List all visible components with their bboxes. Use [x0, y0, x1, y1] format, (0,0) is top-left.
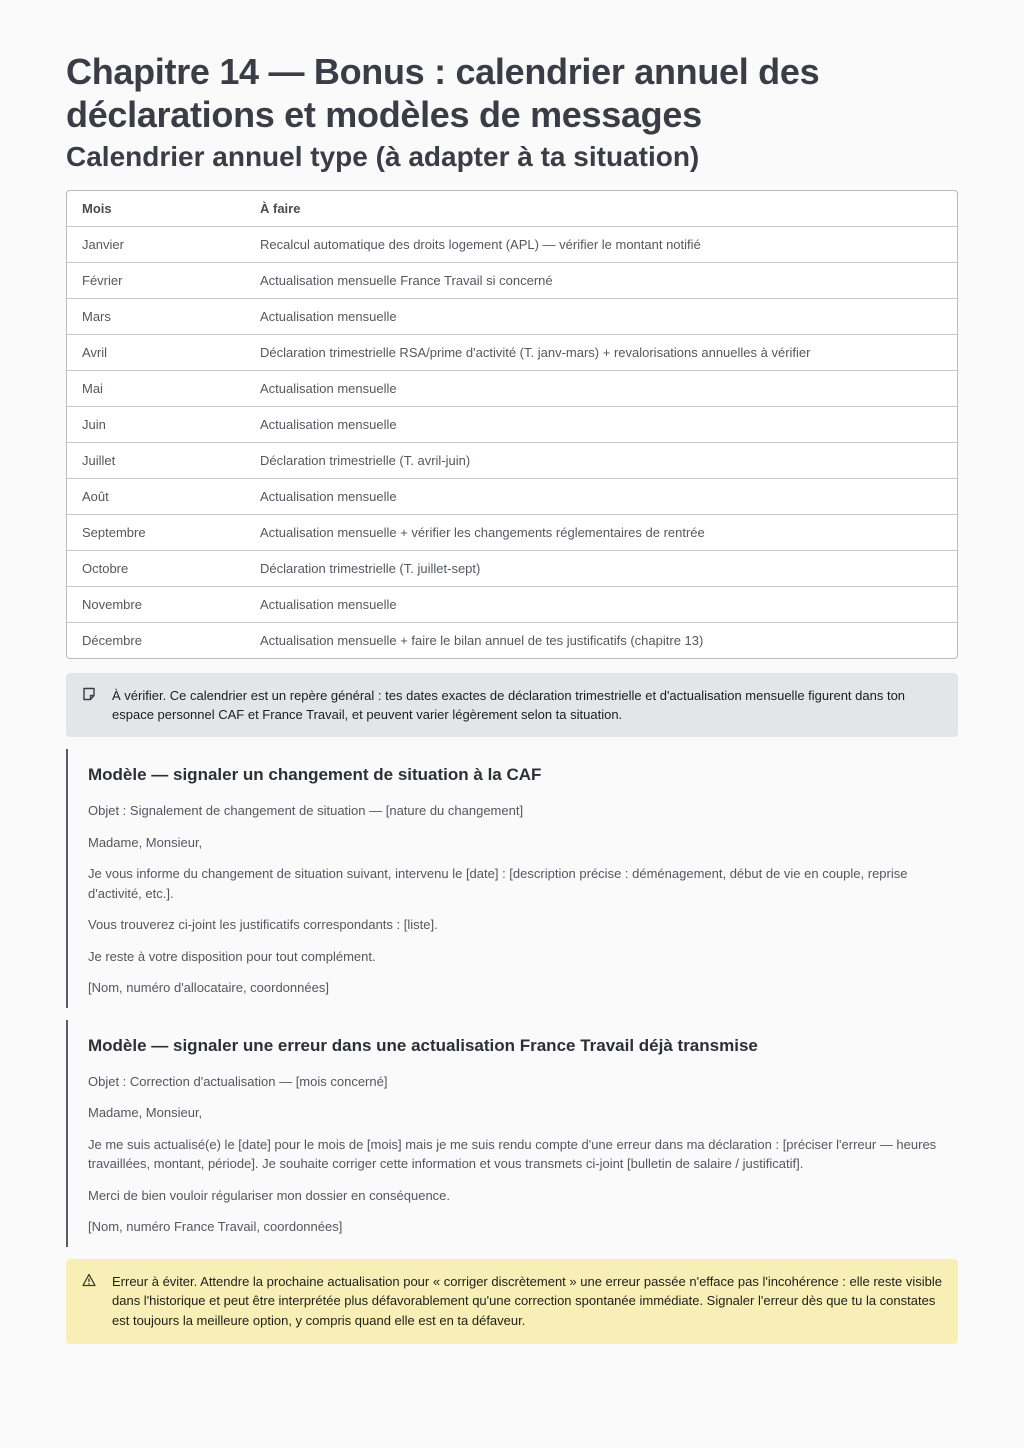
todo-cell: Déclaration trimestrielle (T. avril-juin) — [245, 443, 957, 479]
todo-cell: Recalcul automatique des droits logement (APL) — vérifier le montant notifié — [245, 227, 957, 263]
table-row — [67, 515, 957, 551]
table-row — [67, 623, 957, 658]
table-row — [67, 551, 957, 587]
page-title: Chapitre 14 — Bonus : calendrier annuel des déclarations et modèles de messages — [66, 51, 820, 135]
warning-text: Erreur à éviter. Attendre la prochaine actualisation pour « corriger discrètement » une erreur passée n'efface pas l'incohérence : elle reste visible dans l'historique et peut être interprétée plus défavorablement qu'une correction spontanée immédiate. Signaler l'erreur dès que tu la constates est toujours la meilleure option, y compris quand elle est en ta défaveur. — [112, 1273, 942, 1328]
calendar-table — [66, 190, 958, 659]
month-cell: Juin — [67, 407, 245, 443]
template-paragraph: Madame, Monsieur, — [88, 1105, 203, 1120]
todo-cell: Actualisation mensuelle France Travail si concerné — [245, 263, 957, 299]
month-cell: Mai — [67, 371, 245, 407]
todo-cell: Actualisation mensuelle — [245, 407, 957, 443]
month-cell: Septembre — [67, 515, 245, 551]
todo-cell: Actualisation mensuelle — [245, 371, 957, 407]
month-cell: Décembre — [82, 633, 142, 648]
todo-cell: Déclaration trimestrielle RSA/prime d'activité (T. janv-mars) + revalorisations annuelles à vérifier — [245, 335, 957, 371]
template-paragraph: [Nom, numéro d'allocataire, coordonnées] — [88, 980, 329, 995]
verify-callout — [66, 673, 958, 737]
month-cell: Juillet — [67, 443, 245, 479]
table-row — [67, 371, 957, 407]
template-paragraph: Madame, Monsieur, — [88, 834, 203, 850]
table-row — [67, 407, 957, 443]
section-subtitle: Calendrier annuel type (à adapter à ta situation) — [66, 141, 700, 172]
todo-cell: Actualisation mensuelle — [245, 299, 957, 335]
template-paragraph: [Nom, numéro France Travail, coordonnées] — [88, 1219, 343, 1234]
warning-callout — [66, 1259, 958, 1345]
template-title: Modèle — signaler une erreur dans une actualisation France Travail déjà transmise — [88, 1035, 758, 1055]
month-cell: Mars — [67, 299, 245, 335]
month-cell: Août — [67, 479, 245, 515]
template-paragraph: Je me suis actualisé(e) le [date] pour le mois de [mois] mais je me suis rendu compte d'une erreur dans ma déclaration : [préciser l'erreur — heures travaillées, montant, période]. Je souhaite corriger cette information et vous transmets ci-joint [bulletin de salaire / justificatif]. — [88, 1136, 937, 1171]
table-row — [67, 299, 957, 335]
warning-icon — [82, 1273, 96, 1287]
template-title: Modèle — signaler un changement de situation à la CAF — [88, 765, 542, 784]
todo-cell: Actualisation mensuelle — [245, 587, 957, 623]
table-row — [67, 263, 957, 299]
template-paragraph: Vous trouverez ci-joint les justificatifs correspondants : [liste]. — [88, 917, 438, 932]
table-row — [67, 587, 957, 623]
template-caf-change — [66, 749, 958, 1008]
template-paragraph: Je vous informe du changement de situation suivant, intervenu le [date] : [description précise : déménagement, début de vie en couple, reprise d'activité, etc.]. — [88, 866, 908, 901]
table-row — [67, 479, 957, 515]
template-paragraph: Merci de bien vouloir régulariser mon dossier en conséquence. — [88, 1187, 451, 1203]
template-paragraph: Je reste à votre disposition pour tout complément. — [88, 948, 376, 964]
month-cell: Octobre — [67, 551, 245, 587]
table-row — [67, 335, 957, 371]
month-cell: Novembre — [67, 587, 245, 623]
template-france-travail-correction — [66, 1020, 958, 1247]
table-row — [67, 227, 957, 263]
month-cell: Avril — [67, 335, 245, 371]
template-paragraph: Objet : Correction d'actualisation — [mois concerné] — [88, 1073, 388, 1089]
table-header-row — [67, 191, 957, 227]
table-row — [67, 443, 957, 479]
todo-cell: Déclaration trimestrielle (T. juillet-sept) — [245, 551, 957, 587]
callout-text: À vérifier. Ce calendrier est un repère général : tes dates exactes de déclaration trimestrielle et d'actualisation mensuelle figurent dans ton espace personnel CAF et France Travail, et peuvent varier légèrement selon ta situation. — [112, 688, 906, 722]
month-cell: Janvier — [67, 227, 245, 263]
todo-cell: Actualisation mensuelle + faire le bilan annuel de tes justificatifs (chapitre 13) — [260, 633, 704, 648]
note-icon — [82, 687, 96, 701]
column-header-month: Mois — [67, 191, 245, 227]
month-cell: Février — [67, 263, 245, 299]
todo-cell: Actualisation mensuelle — [245, 479, 957, 515]
template-paragraph: Objet : Signalement de changement de situation — [nature du changement] — [88, 803, 524, 818]
todo-cell: Actualisation mensuelle + vérifier les changements réglementaires de rentrée — [245, 515, 957, 551]
column-header-todo: À faire — [245, 191, 957, 227]
